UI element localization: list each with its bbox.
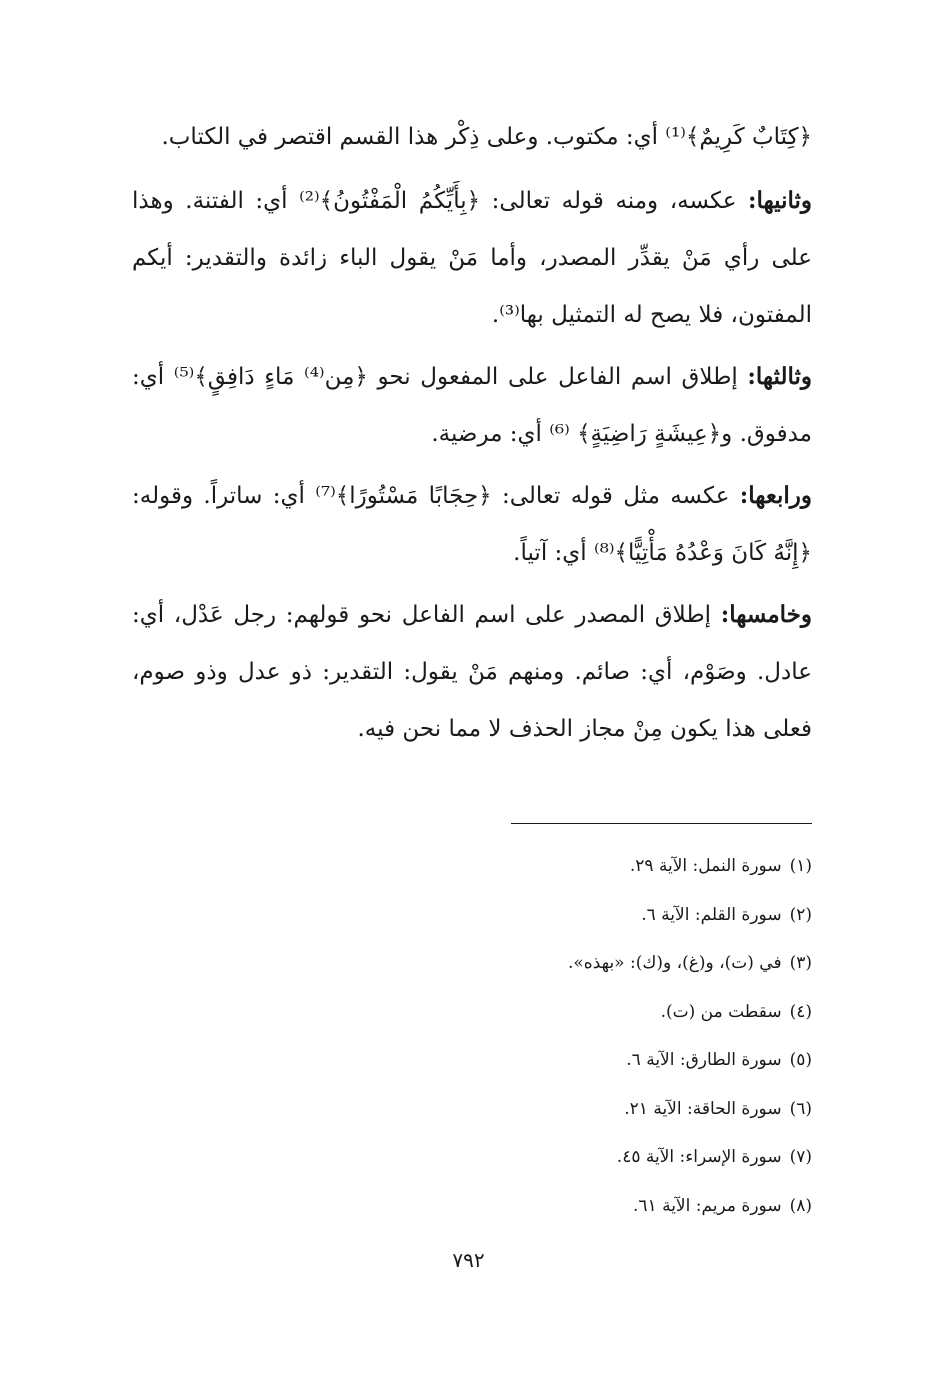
footnote-number: (٧) bbox=[789, 1147, 812, 1167]
paragraph-2 bbox=[132, 172, 812, 344]
footnote-item bbox=[312, 939, 812, 988]
footnote-text: في (ت)، و(غ)، و(ك): «بهذه». bbox=[567, 953, 782, 973]
paragraph-5-lead: وخامسها: bbox=[720, 601, 812, 628]
footnote-number: (١) bbox=[789, 856, 812, 876]
footnote-number: (٢) bbox=[789, 904, 812, 925]
footnote-item bbox=[312, 1085, 812, 1134]
footnote-text: سورة الإسراء: الآية ٤٥. bbox=[616, 1147, 782, 1167]
main-text bbox=[132, 108, 812, 762]
footnote-item bbox=[312, 1036, 812, 1085]
footnotes-list bbox=[312, 842, 812, 1230]
paragraph-4-lead: ورابعها: bbox=[739, 482, 812, 509]
footnote-divider bbox=[511, 823, 812, 824]
paragraph-3-lead: وثالثها: bbox=[747, 363, 812, 390]
footnote-item bbox=[312, 988, 812, 1037]
footnote-number: (٥) bbox=[789, 1050, 812, 1070]
footnote-text: سقطت من (ت). bbox=[660, 1001, 782, 1022]
footnote-item bbox=[312, 1133, 812, 1182]
footnote-text: سورة الطارق: الآية ٦. bbox=[626, 1050, 782, 1070]
paragraph-1-text: ﴿كِتَابٌ كَرِيمٌ﴾⁽¹⁾ أي: مكتوب. وعلى ذِكْر هذا القسم اقتصر في الكتاب. bbox=[161, 124, 812, 150]
footnote-number: (٤) bbox=[789, 1001, 812, 1022]
paragraph-3 bbox=[132, 348, 812, 463]
footnote-text: سورة مريم: الآية ٦١. bbox=[633, 1195, 782, 1216]
footnote-text: سورة النمل: الآية ٢٩. bbox=[629, 856, 782, 876]
paragraph-2-text: عكسه، ومنه قوله تعالى: ﴿بِأَيِّكُمُ الْمَفْتُونُ﴾⁽²⁾ أي: الفتنة. وهذا على رأي مَنْ يقدِّر المصدر، وأما مَنْ يقول الباء زائدة والتقدير: أيكم المفتون، فلا يصح له التمثيل بها⁽³⁾. bbox=[132, 188, 812, 328]
paragraph-5-text: إطلاق المصدر على اسم الفاعل نحو قولهم: رجل عَدْل، أي: عادل. وصَوْم، أي: صائم. ومنهم مَنْ يقول: التقدير: ذو عدل وذو صوم، فعلى هذا يكون مِنْ مجاز الحذف لا مما نحن فيه. bbox=[132, 602, 812, 742]
footnote-text: سورة الحاقة: الآية ٢١. bbox=[624, 1098, 782, 1119]
paragraph-4 bbox=[132, 467, 812, 582]
footnote-number: (٣) bbox=[789, 953, 812, 973]
page-number: ٧٩٢ bbox=[452, 1248, 485, 1272]
footnote-item bbox=[312, 1182, 812, 1231]
footnote-number: (٨) bbox=[789, 1195, 812, 1216]
paragraph-1 bbox=[132, 108, 812, 166]
paragraph-3-text: إطلاق اسم الفاعل على المفعول نحو ﴿مِن⁽⁴⁾ مَاءٍ دَافِقٍ﴾⁽⁵⁾ أي: مدفوق. و﴿عِيشَةٍ رَاضِيَةٍ﴾ ⁽⁶⁾ أي: مرضية. bbox=[132, 364, 812, 447]
footnote-item bbox=[312, 891, 812, 940]
paragraph-2-lead: وثانيها: bbox=[748, 187, 812, 214]
paragraph-4-text: عكسه مثل قوله تعالى: ﴿حِجَابًا مَسْتُورًا﴾⁽⁷⁾ أي: ساتراً. وقوله: ﴿إِنَّهُ كَانَ وَعْدُهُ مَأْتِيًّا﴾⁽⁸⁾ أي: آتياً. bbox=[132, 483, 812, 566]
footnote-item bbox=[312, 842, 812, 891]
footnote-number: (٦) bbox=[789, 1098, 812, 1119]
paragraph-5 bbox=[132, 586, 812, 758]
footnote-text: سورة القلم: الآية ٦. bbox=[641, 904, 782, 925]
